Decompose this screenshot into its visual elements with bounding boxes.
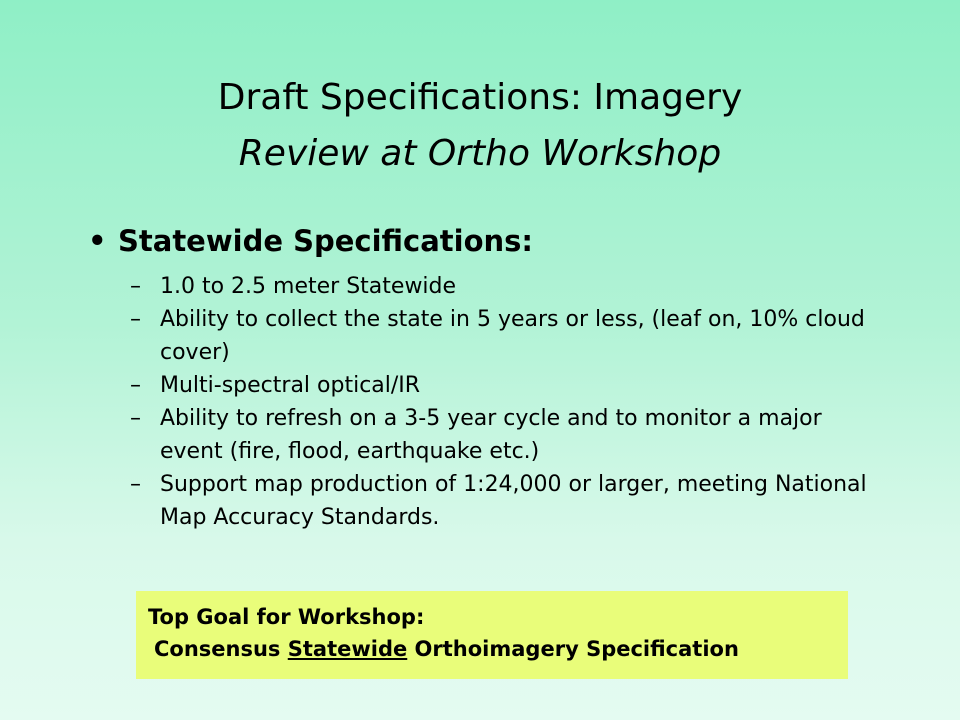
sub-bullet-list [88,270,908,534]
bullet-heading: Statewide Specifications: [118,224,534,258]
goal-text-underlined: Statewide [287,637,408,661]
list-item [88,369,908,402]
list-item-text: Ability to refresh on a 3-5 year cycle and to monitor a major event (fire, flood, earthquake etc.) [160,406,822,464]
main-bullet [88,218,908,264]
list-item [88,468,908,534]
goal-text-after: Orthoimagery Specification [407,637,739,661]
dash-icon: – [130,307,141,332]
goal-label: Top Goal for Workshop: [148,605,425,629]
dash-icon: – [130,373,141,398]
list-item-text: Ability to collect the state in 5 years or less, (leaf on, 10% cloud cover) [160,307,865,365]
slide-title [0,70,960,182]
subtitle-text: Review at Ortho Workshop [238,133,722,174]
content-area [88,218,908,534]
list-item-text: 1.0 to 2.5 meter Statewide [160,274,457,299]
goal-text [148,633,836,665]
dash-icon: – [130,406,141,431]
title-text: Draft Specifications: Imagery [217,77,743,118]
goal-text-before: Consensus [154,637,288,661]
list-item-text: Multi-spectral optical/IR [160,373,421,398]
list-item-text: Support map production of 1:24,000 or larger, meeting National Map Accuracy Standards. [160,472,867,530]
goal-callout-box [136,591,848,679]
dash-icon: – [130,472,141,497]
list-item [88,402,908,468]
list-item [88,303,908,369]
dash-icon: – [130,274,141,299]
list-item [88,270,908,303]
bullet-icon: • [88,224,107,258]
